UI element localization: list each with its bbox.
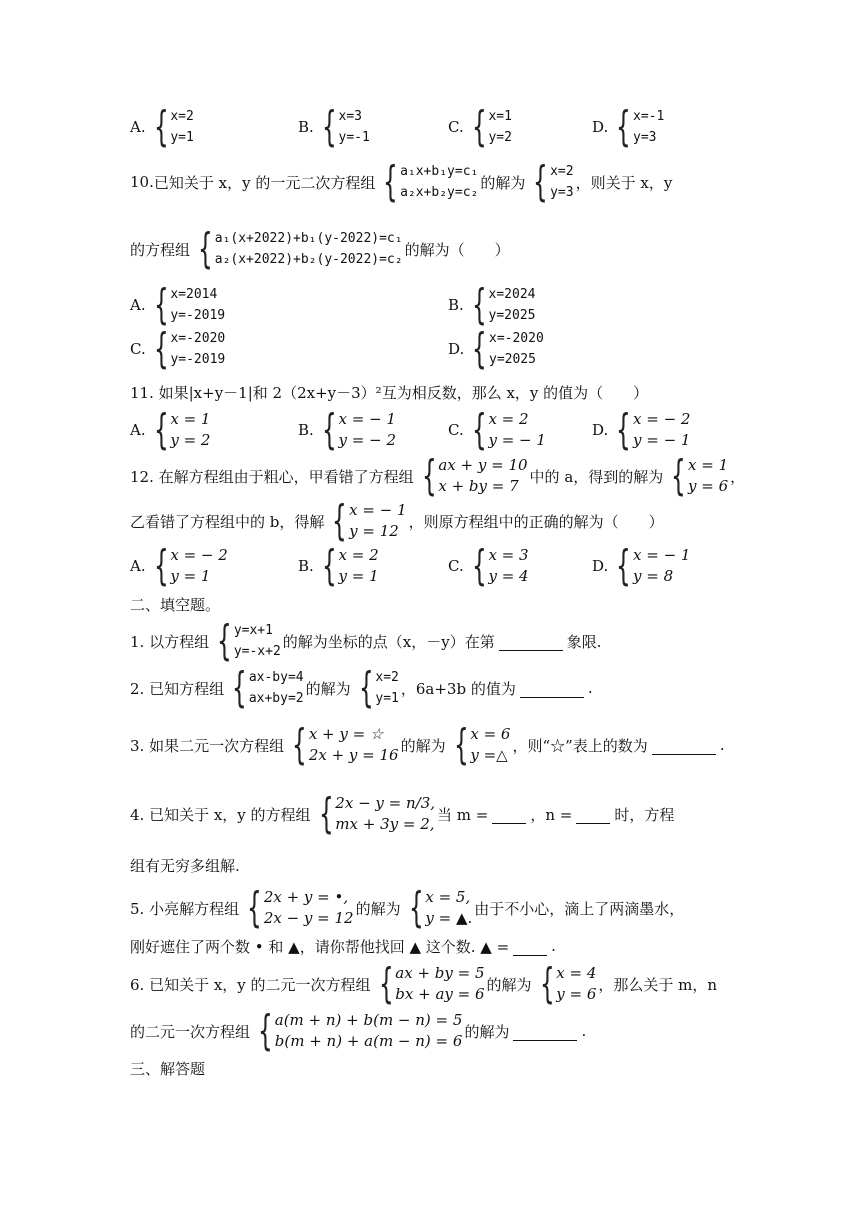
answer-blank[interactable]: [513, 937, 547, 956]
fill-6-cont: 的二元一次方程组 { a(m + n) + b(m − n) = 5 b(m + n) + a(m − n) = 6 的解为 .: [130, 1006, 587, 1055]
q10-option-c: C. { x=-2020 y=-2019: [130, 324, 226, 373]
answer-blank[interactable]: [520, 679, 584, 698]
q12-option-b: B. { x = 2 y = 1: [298, 541, 379, 590]
section-answer-heading: 三、解答题: [130, 1059, 206, 1078]
q10-option-b: B. { x=2024 y=2025: [448, 280, 536, 329]
q12-option-c: C. { x = 3 y = 4: [448, 541, 529, 590]
fill-5-cont: 刚好遮住了两个数 • 和 ▲，请你帮他找回 ▲ 这个数. ▲ = .: [130, 937, 556, 956]
q11-option-b: B. { x = − 1 y = − 2: [298, 405, 396, 454]
q11-text: 11. 如果|x+y－1|和 2（2x+y－3）²互为相反数，那么 x，y 的值为（ ）: [130, 383, 649, 402]
q10-line-2: 的方程组 { a₁(x+2022)+b₁(y-2022)=c₁ a₂(x+2022)+b₂(y-2022)=c₂ 的解为（ ）: [130, 224, 510, 273]
q12-option-d: D. { x = − 1 y = 8: [592, 541, 691, 590]
answer-blank[interactable]: [513, 1022, 577, 1041]
answer-blank[interactable]: [652, 736, 716, 755]
fill-4: 4. 已知关于 x，y 的方程组 { 2x − y = n/3, mx + 3y = 2, 当 m = ，n = 时，方程: [130, 789, 675, 838]
fill-2: 2. 已知方程组 { ax-by=4 ax+by=2 的解为 { x=2 y=1 ，6a+3b 的值为 .: [130, 663, 593, 712]
answer-blank-n[interactable]: [576, 805, 610, 824]
q9-option-d: D. { x=-1 y=3: [592, 102, 665, 151]
answer-blank[interactable]: [499, 632, 563, 651]
fill-3: 3. 如果二元一次方程组 { x + y = ☆ 2x + y = 16 的解为 { x = 6 y =△ ，则“☆”表上的数为 .: [130, 720, 725, 769]
section-fill-in-heading: 二、填空题。: [130, 595, 221, 614]
q9-option-b: B. { x=3 y=-1: [298, 102, 370, 151]
fill-5: 5. 小亮解方程组 { 2x + y = •, 2x − y = 12 的解为 { x = 5, y = ▲. 由于不小心，滴上了两滴墨水，: [130, 883, 685, 932]
q10-line-1: 10. 已知关于 x，y 的一元二次方程组 { a₁x+b₁y=c₁ a₂x+b₂y=c₂ 的解为 { x=2 y=3 ，则关于 x，y: [130, 157, 673, 206]
q11-option-a: A. { x = 1 y = 2: [130, 405, 211, 454]
q11-option-c: C. { x = 2 y = − 1: [448, 405, 546, 454]
q12-line-1: 12. 在解方程组由于粗心，甲看错了方程组 { ax + y = 10 x + by = 7 中的 a，得到的解为 { x = 1 y = 6 ，: [130, 451, 746, 500]
q10-option-a: A. { x=2014 y=-2019: [130, 280, 226, 329]
answer-blank-m[interactable]: [492, 805, 526, 824]
fill-1: 1. 以方程组 { y=x+1 y=-x+2 的解为坐标的点（x，－y）在第 象限.: [130, 616, 602, 665]
q11-option-d: D. { x = − 2 y = − 1: [592, 405, 691, 454]
q12-line-2: 乙看错了方程组中的 b，得解 { x = − 1 y = 12 ，则原方程组中的正确的解为（ ）: [130, 496, 664, 545]
q9-option-a: A. { x=2 y=1: [130, 102, 194, 151]
q9-option-c: C. { x=1 y=2: [448, 102, 512, 151]
q12-option-a: A. { x = − 2 y = 1: [130, 541, 228, 590]
q10-option-d: D. { x=-2020 y=2025: [448, 324, 544, 373]
fill-6: 6. 已知关于 x，y 的二元一次方程组 { ax + by = 5 bx + ay = 6 的解为 { x = 4 y = 6 ，那么关于 m，n: [130, 959, 718, 1008]
fill-4-cont: 组有无穷多组解.: [130, 856, 240, 875]
